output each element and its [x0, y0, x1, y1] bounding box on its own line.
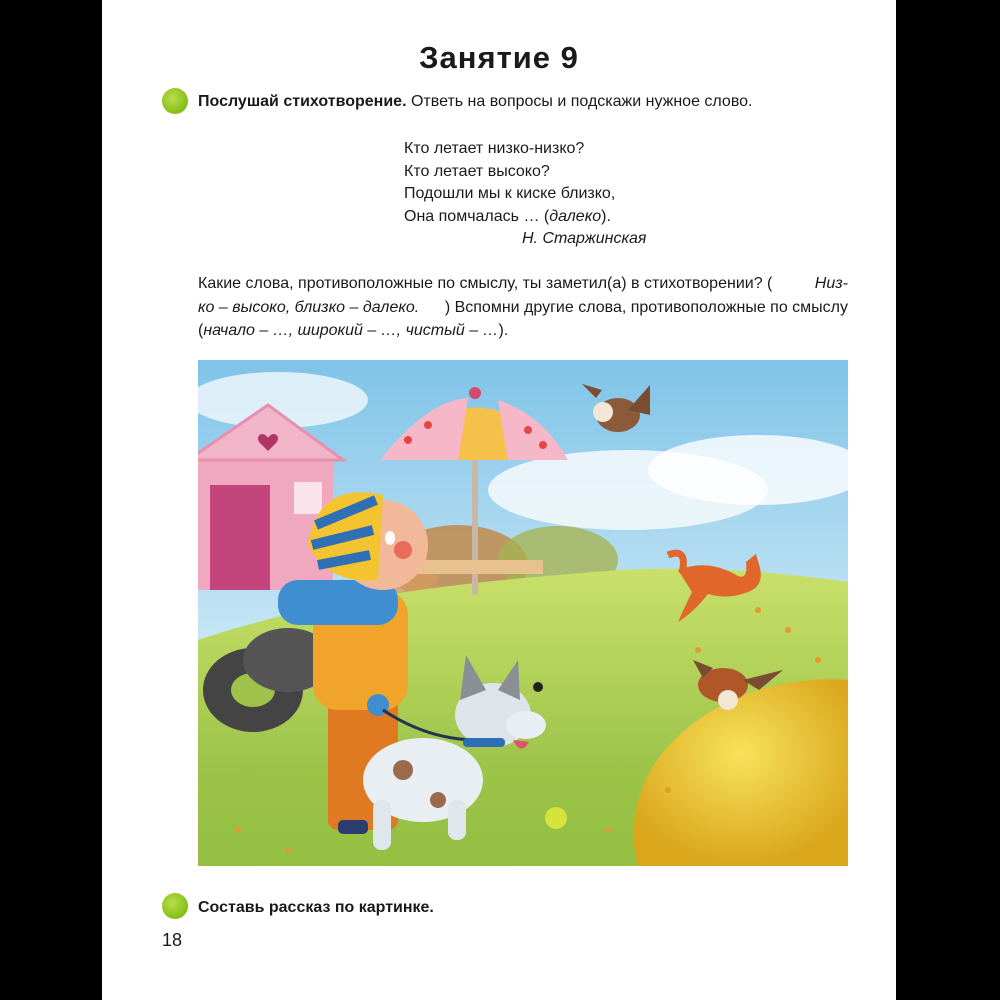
task-heading: Послушай стихотворение. — [198, 93, 407, 110]
poem-answer: далеко — [549, 207, 602, 225]
poem-author: Н. Старжинская — [522, 230, 647, 247]
poem-text: Она помчалась … ( — [404, 207, 550, 225]
bullet-icon — [162, 893, 188, 919]
antonyms-question — [198, 272, 848, 343]
poem-line — [404, 206, 646, 229]
bullet-icon — [162, 88, 188, 114]
task-tell-story — [198, 898, 434, 918]
question-text: Какие слова, противоположные по смыслу, ты заметил(а) в стихотворении? ( — [198, 275, 773, 292]
park-scene — [198, 360, 848, 866]
sandbox-icon — [418, 560, 543, 574]
task-listen-poem — [198, 92, 753, 112]
question-line — [198, 319, 848, 343]
question-text: ). — [498, 322, 509, 339]
page-number: 18 — [162, 930, 183, 950]
task-heading: Составь рассказ по картинке. — [198, 899, 434, 916]
poem — [404, 138, 646, 251]
workbook-page — [102, 0, 896, 1000]
park-illustration — [198, 360, 848, 866]
ball-icon — [545, 807, 567, 829]
question-line — [198, 272, 848, 296]
poem-text: ). — [601, 207, 611, 225]
question-line — [198, 296, 848, 320]
task-instruction: Ответь на вопросы и подскажи нужное слово. — [406, 93, 753, 110]
question-example: начало – …, широкий – …, чистый – … — [203, 322, 499, 339]
poem-line: Кто летает высоко? — [404, 162, 550, 180]
poem-line: Подошли мы к киске близко, — [404, 185, 616, 202]
question-text: ) Вспомни другие слова, противоположные по смыслу — [444, 298, 848, 316]
question-example: Низ- — [814, 275, 848, 292]
question-example: ко – высоко, близко – далеко. — [198, 298, 420, 316]
lesson-title: Занятие 9 — [419, 40, 579, 75]
poem-line: Кто летает низко-низко? — [404, 140, 585, 157]
question-text: ( — [198, 322, 204, 339]
